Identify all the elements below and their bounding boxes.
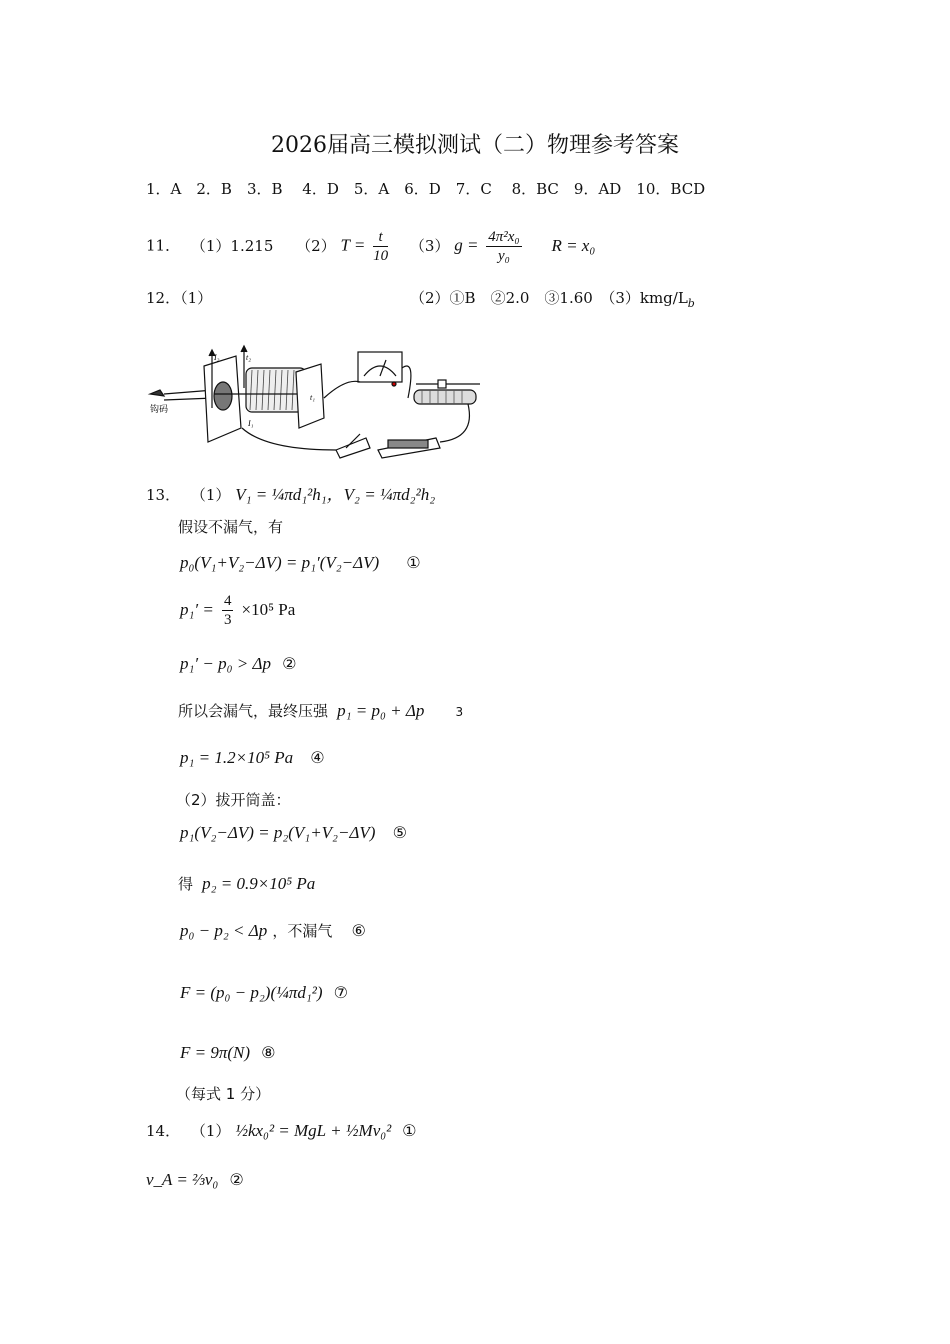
- q13-label: 13．: [146, 486, 181, 504]
- q13-assume: 假设不漏气，有: [178, 518, 284, 536]
- q13-eq7-row: [178, 873, 315, 894]
- q13-volumes: V₁ = ¼πd₁²h₁，V₂ = ¼πd₂²h₂: [235, 485, 436, 504]
- q13-eq1: p₀(V₁+V₂−ΔV) = p₁′(V₂−ΔV): [180, 553, 380, 572]
- q12-label: 12．（1）: [146, 289, 213, 307]
- q11-period-lhs: T =: [340, 235, 366, 255]
- q11-g-lhs: g =: [454, 235, 479, 255]
- q13-eq9-mark: ⑦: [333, 983, 349, 1002]
- q13-eq6-row: [180, 823, 407, 843]
- q13-part1-prefix: （1）: [190, 486, 231, 504]
- q13-eq6: p₁(V₂−ΔV) = p₂(V₁+V₂−ΔV): [180, 823, 376, 842]
- q11-g-fraction: [486, 228, 521, 265]
- q13-eq6-mark: ⑤: [392, 823, 407, 842]
- q13-eq3: p₁′ − p₀ > Δp: [180, 654, 271, 673]
- q13-eq2-fraction: [222, 592, 234, 629]
- q11-g-den: y₀: [498, 248, 510, 264]
- weight-label: 钩码: [150, 405, 169, 415]
- q14-eq2-mark: ②: [229, 1170, 244, 1189]
- q13-eq3-mark: ②: [282, 654, 297, 673]
- q13-eq2-row: [180, 592, 295, 629]
- galvanometer: [358, 352, 402, 382]
- i1-label: I₁: [248, 419, 254, 428]
- hook-weight-icon: [150, 390, 164, 396]
- q13-eq9: F = (p₀ − p₂)(¼πd₁²): [180, 983, 323, 1002]
- q11-r: R = x₀: [551, 235, 596, 255]
- t1-label: t₁: [310, 393, 316, 402]
- q12-answers-text: （2）①B ②2.0 ③1.60 （3）kmg/L: [410, 289, 688, 307]
- meter-terminal: [392, 382, 396, 386]
- q11-part1: （1）1.215: [190, 236, 274, 255]
- q11-part2-prefix: （2）: [296, 236, 336, 255]
- q13-eq2-den: 3: [223, 612, 232, 628]
- aperture: [214, 382, 232, 410]
- mc-answers: 1．A 2．B 3．B 4．D 5．A 6．D 7．C 8．BC 9．AD 10．BCD: [146, 180, 706, 198]
- q13-eq9-row: [180, 983, 348, 1003]
- q12-answers: [410, 287, 695, 310]
- q13-eq5-row: [180, 748, 325, 768]
- page-title: 2026届高三模拟测试（二）物理参考答案: [271, 133, 679, 158]
- q14-label: 14．: [146, 1122, 181, 1140]
- q14-eq2-row: [146, 1170, 244, 1190]
- q13-eq1-mark: ①: [406, 553, 421, 572]
- q13-eq8-row: [180, 920, 366, 941]
- q13-eq3-row: [180, 654, 296, 674]
- q11-part3-prefix: （3）: [409, 236, 450, 255]
- q13-leak-row: [178, 700, 463, 721]
- battery: [388, 440, 428, 448]
- q14-line1: [146, 1120, 416, 1141]
- q13-eq2-num: 4: [223, 593, 232, 609]
- q11-period-num: t: [373, 228, 388, 247]
- i2-label: I₂: [214, 353, 220, 362]
- q13-eq5-mark: ④: [310, 748, 325, 767]
- q14-eq2: v_A = ⅔v₀: [146, 1170, 219, 1189]
- q13-leak-text: 所以会漏气，最终压强: [178, 702, 329, 720]
- q13-part2: （2）拔开筒盖：: [176, 791, 291, 809]
- q13-eq2-lhs: p₁′ =: [180, 600, 214, 619]
- q13-eq4: p₁ = p₀ + Δp: [337, 701, 425, 720]
- q13-score-note: （每式 1 分）: [176, 1085, 271, 1103]
- q11-label: 11．: [146, 236, 181, 255]
- circuit-diagram: [146, 338, 496, 460]
- q13-eq5: p₁ = 1.2×10⁵ Pa: [180, 748, 294, 767]
- q14-eq1-mark: ①: [402, 1121, 417, 1140]
- q13-get: 得: [178, 875, 194, 893]
- q13-eq1-row: [180, 553, 421, 573]
- q13-no-leak: ，不漏气: [272, 922, 333, 940]
- q13-eq10-mark: ⑧: [261, 1043, 276, 1062]
- rheostat: [414, 390, 476, 404]
- q13-eq2-rhs: ×10⁵ Pa: [241, 600, 296, 619]
- q13-eq4-mark: 3: [455, 705, 464, 719]
- q13-eq8: p₀ − p₂ < Δp: [180, 921, 268, 940]
- q11-g-num: 4π²x₀: [488, 229, 520, 245]
- q11-row: [146, 228, 595, 265]
- q13-eq10-row: [180, 1043, 275, 1063]
- q11-period-fraction: [373, 228, 388, 265]
- q14-eq1: ½kx₀² = MgL + ½Mv₀²: [235, 1121, 392, 1140]
- q13-line1: [146, 480, 435, 505]
- q12-subscript-b: b: [687, 297, 695, 310]
- q11-period-den: 10: [373, 248, 389, 264]
- t2-label: t₂: [246, 353, 252, 362]
- q13-eq10: F = 9π(N): [180, 1043, 251, 1062]
- q14-part1-prefix: （1）: [190, 1122, 231, 1140]
- q13-eq7: p₂ = 0.9×10⁵ Pa: [202, 874, 316, 893]
- q13-eq8-mark: ⑥: [351, 921, 366, 940]
